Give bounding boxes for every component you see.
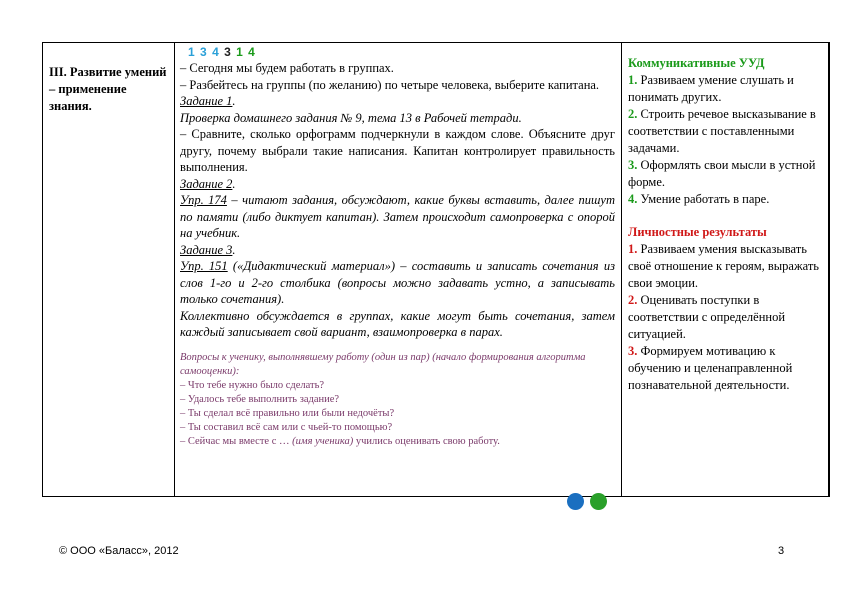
stage-title: III. Развитие умений – применение знания. (49, 65, 167, 113)
question-item: – Ты сделал всё правильно или были недочёты? (180, 407, 395, 419)
result-item: 3. Оформлять свои мысли в устной форме. (628, 158, 816, 189)
task-text: – Сравните, сколько орфограмм подчеркнули в каждом слове. Объясните друг другу, почему выбрали такие написания. Капитан контролирует правильность выполнения. (180, 127, 615, 174)
task-title: Задание 1. (180, 94, 236, 108)
result-item: 4. Умение работать в паре. (628, 192, 770, 206)
number: 3 (200, 45, 208, 59)
number: 1 (236, 45, 244, 59)
results-column (621, 43, 829, 496)
copyright: © ООО «Баласс», 2012 (59, 545, 179, 557)
activity-column (175, 43, 621, 496)
result-item: 1. Развиваем умения высказывать своё отношение к героям, выражать свои эмоции. (628, 242, 820, 290)
lesson-table (42, 42, 830, 497)
resource-numbers (180, 45, 615, 60)
personal-title: Личностные результаты (628, 225, 767, 239)
intro-line: – Разбейтесь на группы (по желанию) по четыре человека, выберите капитана. (180, 77, 600, 92)
result-item: 3. Формируем мотивацию к обучению и целенаправленной познавательной деятельности. (628, 344, 793, 392)
communicative-title: Коммуникативные УУД (628, 56, 765, 70)
question-item: – Ты составил всё сам или с чьей-то помощью? (180, 421, 393, 433)
task-text: Проверка домашнего задания № 9, тема 13 в Рабочей тетради. (180, 110, 522, 125)
collective-text: Коллективно обсуждается в группах, какие могут быть сочетания, затем каждый записывает свой вариант, взаимопроверка в парах. (180, 308, 615, 339)
question-item: – Что тебе нужно было сделать? (180, 379, 325, 391)
question-item: – Удалось тебе выполнить задание? (180, 393, 340, 405)
task-text: Упр. 174 – читают задания, обсуждают, какие буквы вставить, далее пишут по памяти (либо диктует капитан). Затем происходит самопроверка с опорой на учебник. (180, 193, 615, 240)
number: 3 (224, 45, 232, 59)
page-number: 3 (778, 545, 785, 557)
green-circle-icon (590, 493, 607, 510)
blue-circle-icon (567, 493, 584, 510)
question-item: – Сейчас мы вместе с … (имя ученика) учились оценивать свою работу. (180, 435, 500, 447)
number: 4 (212, 45, 220, 59)
stage-column (43, 43, 175, 496)
result-item: 2. Оценивать поступки в соответствии с определённой ситуацией. (628, 293, 786, 341)
questions-heading: Вопросы к ученику, выполнявшему работу (один из пар) (начало формирования алгоритма самооценки): (180, 351, 586, 377)
result-item: 1. Развиваем умение слушать и понимать других. (628, 73, 794, 104)
number: 1 (188, 45, 196, 59)
questions-block (180, 351, 615, 449)
intro-line: – Сегодня мы будем работать в группах. (180, 61, 394, 75)
task-title: Задание 3. (180, 242, 236, 257)
result-item: 2. Строить речевое высказывание в соответствии с поставленными задачами. (628, 107, 816, 155)
number: 4 (248, 45, 256, 59)
task-text: Упр. 151 («Дидактический материал») – составить и записать сочетания из слов 1-го и 2-го столбика (вопросы можно задавать устно, а записывать только сочетания). (180, 259, 615, 306)
task-title: Задание 2. (180, 176, 236, 191)
